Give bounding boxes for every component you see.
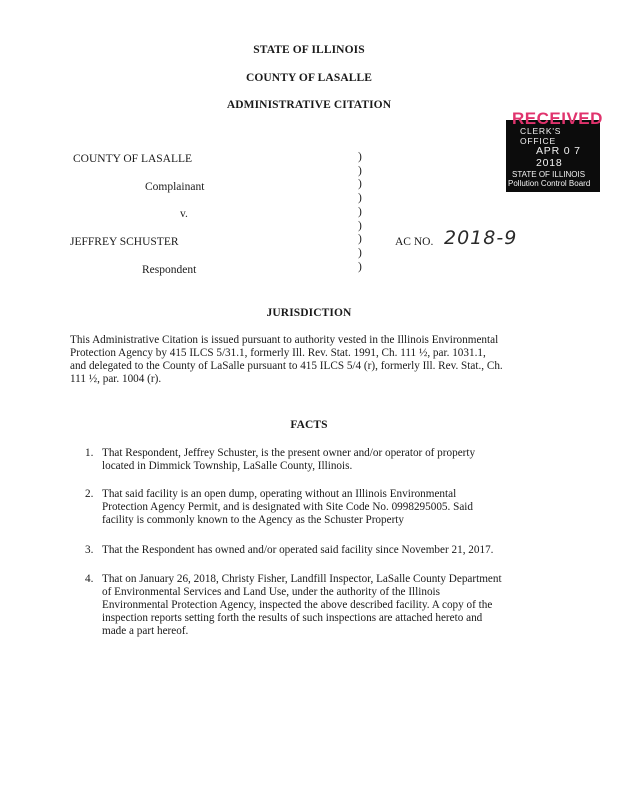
document-title: ADMINISTRATIVE CITATION: [226, 99, 392, 111]
fact-line: That Respondent, Jeffrey Schuster, is the present owner and/or operator of property: [102, 447, 476, 459]
paren: ): [358, 178, 362, 191]
paren: ): [358, 246, 362, 259]
fact-line: inspection reports setting forth the results of such inspections are attached hereto and: [102, 611, 483, 624]
fact-line: That the Respondent has owned and/or operated said facility since November 21, 2017.: [102, 544, 494, 556]
fact-number: 3.: [85, 544, 94, 556]
fact-line: located in Dimmick Township, LaSalle County, Illinois.: [102, 459, 353, 472]
versus-label: v.: [180, 208, 188, 220]
fact-item: [102, 544, 572, 557]
county-heading: COUNTY OF LASALLE: [245, 72, 373, 84]
paren: ): [358, 205, 362, 218]
stamp-state: STATE OF ILLINOIS: [512, 170, 586, 179]
ac-number-label: AC NO.: [395, 236, 434, 248]
paragraph-line: Protection Agency by 415 ILCS 5/31.1, formerly Ill. Rev. Stat. 1991, Ch. 111 ½, par. 1031.1,: [70, 346, 486, 359]
paren: ): [358, 151, 362, 163]
paren: ): [358, 219, 362, 232]
received-stamp: [506, 109, 603, 192]
fact-line: of Environmental Services and Land Use, under the authority of the Illinois: [102, 585, 441, 598]
fact-line: Protection Agency Permit, and is designated with Site Code No. 0998295005. Said: [102, 500, 474, 513]
stamp-date: APR 0 7 2018: [536, 145, 581, 169]
fact-line: made a part hereof.: [102, 624, 189, 637]
complainant-label: Complainant: [145, 181, 205, 193]
jurisdiction-heading: JURISDICTION: [266, 307, 352, 319]
fact-number: 4.: [85, 573, 94, 585]
paren: ): [358, 164, 362, 177]
fact-line: That said facility is an open dump, operating without an Illinois Environmental: [102, 488, 457, 500]
paren: ): [358, 260, 362, 273]
fact-number: 2.: [85, 488, 94, 500]
caption-parentheses: [358, 151, 362, 274]
respondent-label: Respondent: [142, 264, 197, 276]
state-heading: STATE OF ILLINOIS: [253, 44, 365, 56]
respondent-name: JEFFREY SCHUSTER: [70, 236, 179, 248]
stamp-board: Pollution Control Board: [508, 179, 591, 188]
fact-item: [102, 488, 552, 527]
paragraph-line: This Administrative Citation is issued pursuant to authority vested in the Illinois Environmental: [70, 334, 499, 346]
fact-item: [102, 447, 552, 473]
stamp-clerks-office: CLERK'S OFFICE: [520, 126, 562, 146]
paragraph-line: 111 ½, par. 1004 (r).: [70, 372, 162, 385]
paren: ): [358, 192, 362, 205]
fact-line: That on January 26, 2018, Christy Fisher, Landfill Inspector, LaSalle County Department: [102, 573, 502, 585]
paragraph-line: and delegated to the County of LaSalle pursuant to 415 ILCS 5/4 (r), formerly Ill. Rev. Stat., Ch.: [70, 359, 503, 372]
fact-line: facility is commonly known to the Agency as the Schuster Property: [102, 513, 405, 526]
fact-number: 1.: [85, 447, 94, 459]
fact-line: Environmental Protection Agency, inspected the above described facility. A copy of the: [102, 598, 493, 611]
jurisdiction-paragraph: [70, 334, 550, 386]
complainant-name: COUNTY OF LASALLE: [73, 153, 193, 165]
paren: ): [358, 233, 362, 246]
stamp-received-text: RECEIVED: [512, 109, 603, 128]
facts-heading: FACTS: [290, 419, 328, 431]
fact-item: [102, 573, 572, 638]
ac-number-value: 2018-9: [444, 227, 518, 249]
